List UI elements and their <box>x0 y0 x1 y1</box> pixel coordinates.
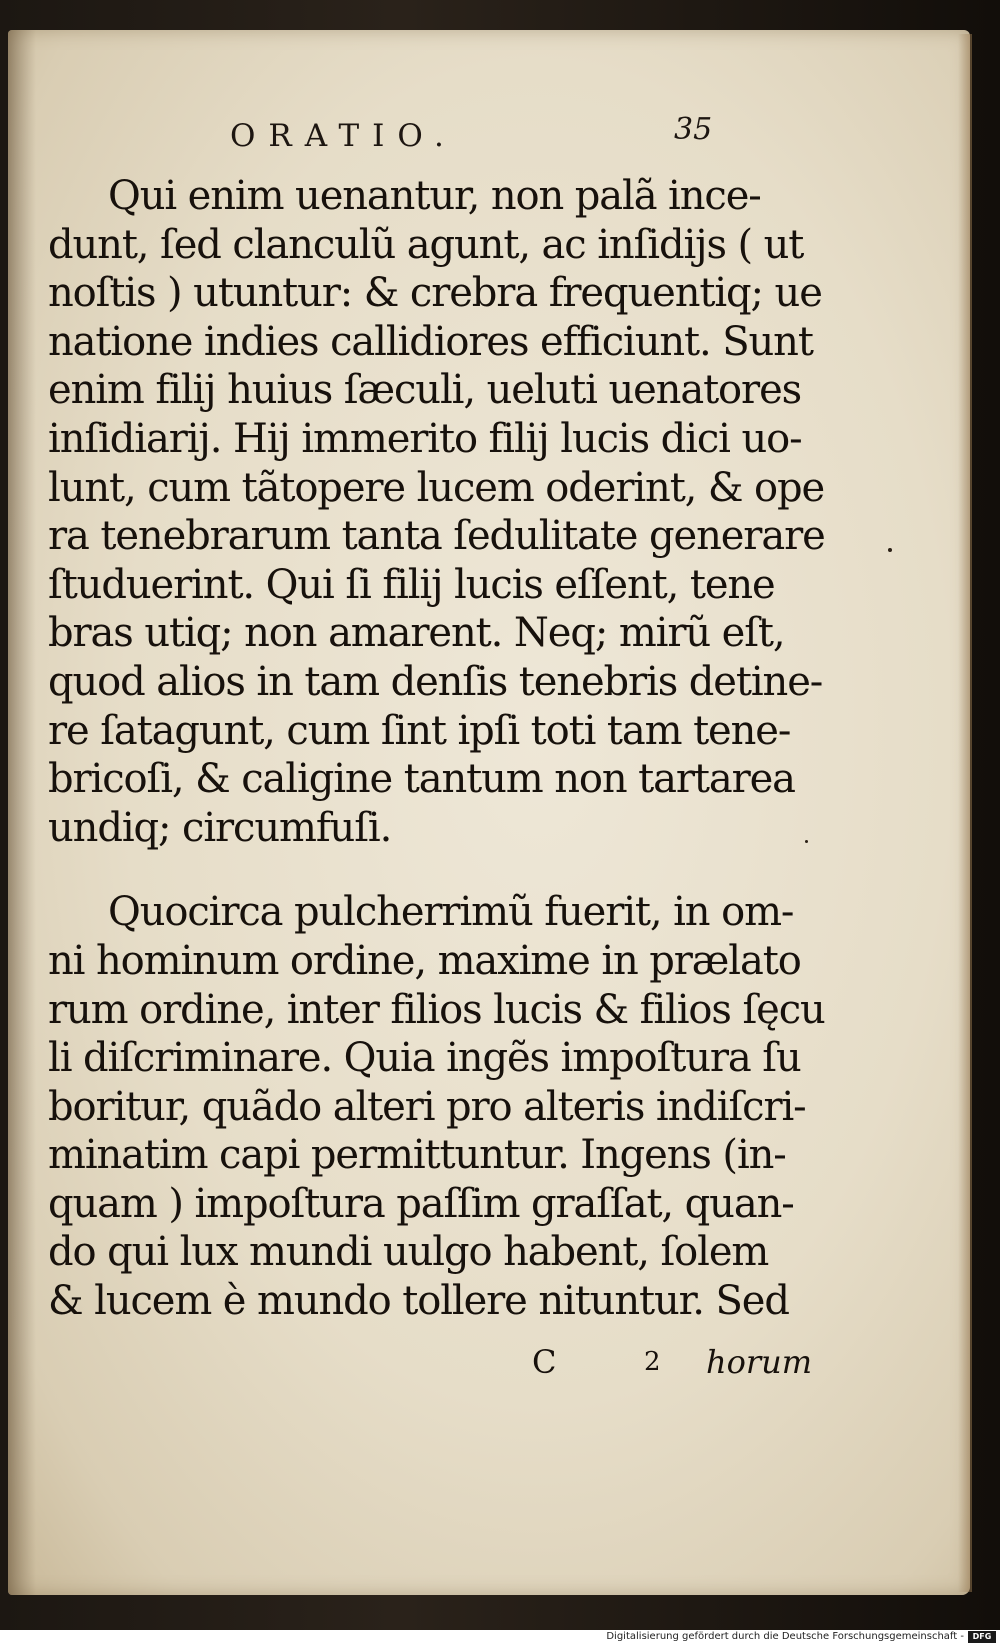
text-line: ſtuduerint. Qui ſi filij lucis eſſent, tene <box>48 561 775 608</box>
text-line: natione indies callidiores efficiunt. Sunt <box>48 318 813 365</box>
text-line: bricoſi, & caligine tantum non tartarea <box>48 756 795 803</box>
text-line: inſidiarij. Hij immerito filij lucis dici uo- <box>48 415 802 462</box>
text-line: rum ordine, inter filios lucis & filios ſęcu <box>48 986 825 1033</box>
text-line: undiq; circumfuſi. <box>48 804 392 851</box>
text-line: noſtis ) utuntur: & crebra frequentiq; ue <box>48 270 822 317</box>
text-line: re ſatagunt, cum ſint ipſi toti tam tene- <box>48 707 791 754</box>
text-line: ni hominum ordine, maxime in prælato <box>48 937 801 984</box>
paragraph-2 <box>48 888 825 1325</box>
signature-line <box>0 1343 1000 1387</box>
text-line: Quocirca pulcherrimũ fuerit, in om- <box>108 889 794 936</box>
digitization-footer <box>0 1630 1000 1645</box>
signature-mark: C <box>532 1343 557 1381</box>
text-line: lunt, cum tãtopere lucem oderint, & ope <box>48 464 825 511</box>
dfg-logo-icon: DFG <box>968 1631 996 1643</box>
funding-credit: Digitalisierung gefördert durch die Deutsche Forschungsgemeinschaft - <box>606 1631 964 1642</box>
text-line: do qui lux mundi uulgo habent, ſolem <box>48 1229 769 1276</box>
signature-number: 2 <box>644 1347 661 1377</box>
text-line: quod alios in tam denſis tenebris detine- <box>48 658 823 705</box>
catchword: horum <box>706 1343 813 1381</box>
ink-speck <box>888 548 892 552</box>
text-line: boritur, quãdo alteri pro alteris indiſcri- <box>48 1083 806 1130</box>
text-line: Qui enim uenantur, non palã ince- <box>108 173 761 219</box>
text-line: & lucem è mundo tollere nituntur. Sed <box>48 1278 789 1325</box>
text-line: bras utiq; non amarent. Neq; mirũ eſt, <box>48 610 785 657</box>
paragraph-1 <box>48 172 825 852</box>
text-line: enim filij huius ſæculi, ueluti uenatores <box>48 367 802 414</box>
running-header <box>0 112 1000 162</box>
text-block <box>48 172 825 1326</box>
text-line: li diſcriminare. Quia ingẽs impoſtura ſu <box>48 1035 801 1082</box>
text-line: ra tenebrarum tanta ſedulitate generare <box>48 513 825 560</box>
paragraph-gap <box>48 852 808 888</box>
page-number: 35 <box>674 112 713 147</box>
text-line: quam ) impoſtura paſſim graſſat, quan- <box>48 1180 794 1227</box>
text-line: dunt, ſed clanculũ agunt, ac inſidijs ( ut <box>48 221 804 268</box>
text-line: minatim capi permittuntur. Ingens (in- <box>48 1132 786 1179</box>
running-title: ORATIO. <box>230 118 457 154</box>
